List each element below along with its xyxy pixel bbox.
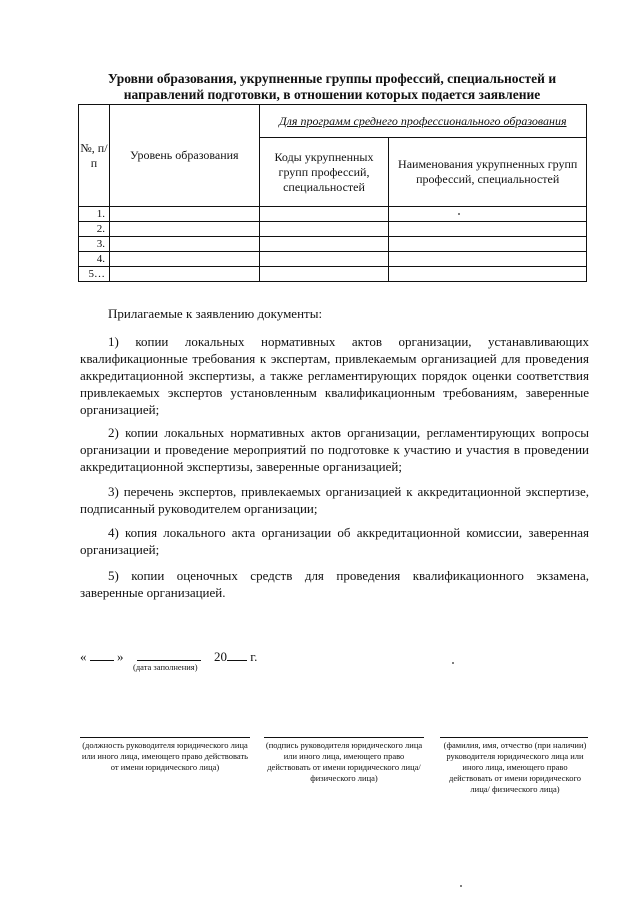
attachment-item-3: 3) перечень экспертов, привлекаемых организацией к аккредитационной экспертизе, подписанный руководителем организации; <box>80 484 589 516</box>
date-year-prefix: 20 <box>214 649 227 664</box>
header-level: Уровень образования <box>109 105 259 207</box>
title-line-2: направлений подготовки, в отношении которых подается заявление <box>123 87 541 102</box>
position-caption: (должность руководителя юридического лица или иного лица, имеющего право действовать от имени юридического лица) <box>81 740 249 772</box>
date-caption: (дата заполнения) <box>133 662 198 672</box>
attachment-item-2: 2) копии локальных нормативных актов организации, регламентирующих вопросы организации и проведение мероприятий по подготовке к участию и участия в проведении аккредитационной экспертизы, заверенные организацией; <box>80 425 589 474</box>
row-code-cell <box>259 252 389 267</box>
row-number: 4. <box>79 252 110 267</box>
row-name-cell <box>389 267 587 282</box>
row-code-cell <box>259 237 389 252</box>
date-year-suffix: г. <box>250 649 258 664</box>
row-number: 3. <box>79 237 110 252</box>
row-level-cell <box>109 267 259 282</box>
table-row <box>79 207 587 222</box>
attachments-intro: Прилагаемые к заявлению документы: <box>108 306 323 321</box>
title-line-1: Уровни образования, укрупненные группы профессий, специальностей и <box>107 71 557 86</box>
header-names: Наименования укрупненных групп профессий, специальностей <box>389 138 587 207</box>
fullname-caption: (фамилия, имя, отчество (при наличии) руководителя юридического лица или иного лица, имеющего право действовать от имени юридического лица/ физического лица) <box>443 740 587 794</box>
header-codes: Коды укрупненных групп профессий, специальностей <box>259 138 389 207</box>
table-row <box>79 267 587 282</box>
row-code-cell <box>259 267 389 282</box>
row-level-cell <box>109 252 259 267</box>
row-level-cell <box>109 237 259 252</box>
table-row <box>79 237 587 252</box>
row-code-cell <box>259 207 389 222</box>
row-name-cell <box>389 252 587 267</box>
signature-line <box>264 737 424 738</box>
date-year-blank <box>227 648 247 661</box>
header-number: №, п/п <box>79 105 110 207</box>
row-name-cell <box>389 207 587 222</box>
table-row <box>79 222 587 237</box>
attachment-item-1: 1) копии локальных нормативных актов организации, устанавливающих квалификационные требования к экспертам, привлекаемым организацией для проведения аккредитационной экспертизы, а также регламентирующих порядок оценки соответствия привлекаемых экспертов установленным квалификационным требованиям, заверенные организацией; <box>80 334 589 417</box>
scan-speck <box>460 885 462 887</box>
table-row <box>79 252 587 267</box>
header-spo-group-label: Для программ среднего профессионального образования <box>279 113 567 128</box>
row-number: 5… <box>79 267 110 282</box>
education-levels-table <box>78 104 587 282</box>
date-close-quote: » <box>117 649 124 664</box>
table-title <box>78 71 586 103</box>
row-number: 2. <box>79 222 110 237</box>
row-code-cell <box>259 222 389 237</box>
row-level-cell <box>109 222 259 237</box>
header-spo-group <box>259 105 586 138</box>
date-month-blank <box>137 648 201 661</box>
attachment-item-4: 4) копия локального акта организации об аккредитационной комиссии, заверенная организацией; <box>80 525 589 557</box>
fullname-signature-line <box>440 737 588 738</box>
scan-speck <box>458 213 460 215</box>
position-signature-line <box>80 737 250 738</box>
signature-caption: (подпись руководителя юридического лица или иного лица, имеющего право действовать от имени юридического лица/ физического лица) <box>265 740 423 783</box>
row-number: 1. <box>79 207 110 222</box>
row-name-cell <box>389 222 587 237</box>
row-name-cell <box>389 237 587 252</box>
row-level-cell <box>109 207 259 222</box>
date-open-quote: « <box>80 649 87 664</box>
attachment-item-5: 5) копии оценочных средств для проведения квалификационного экзамена, заверенные организацией. <box>80 568 589 600</box>
date-day-blank <box>90 648 114 661</box>
scan-speck <box>452 662 454 664</box>
